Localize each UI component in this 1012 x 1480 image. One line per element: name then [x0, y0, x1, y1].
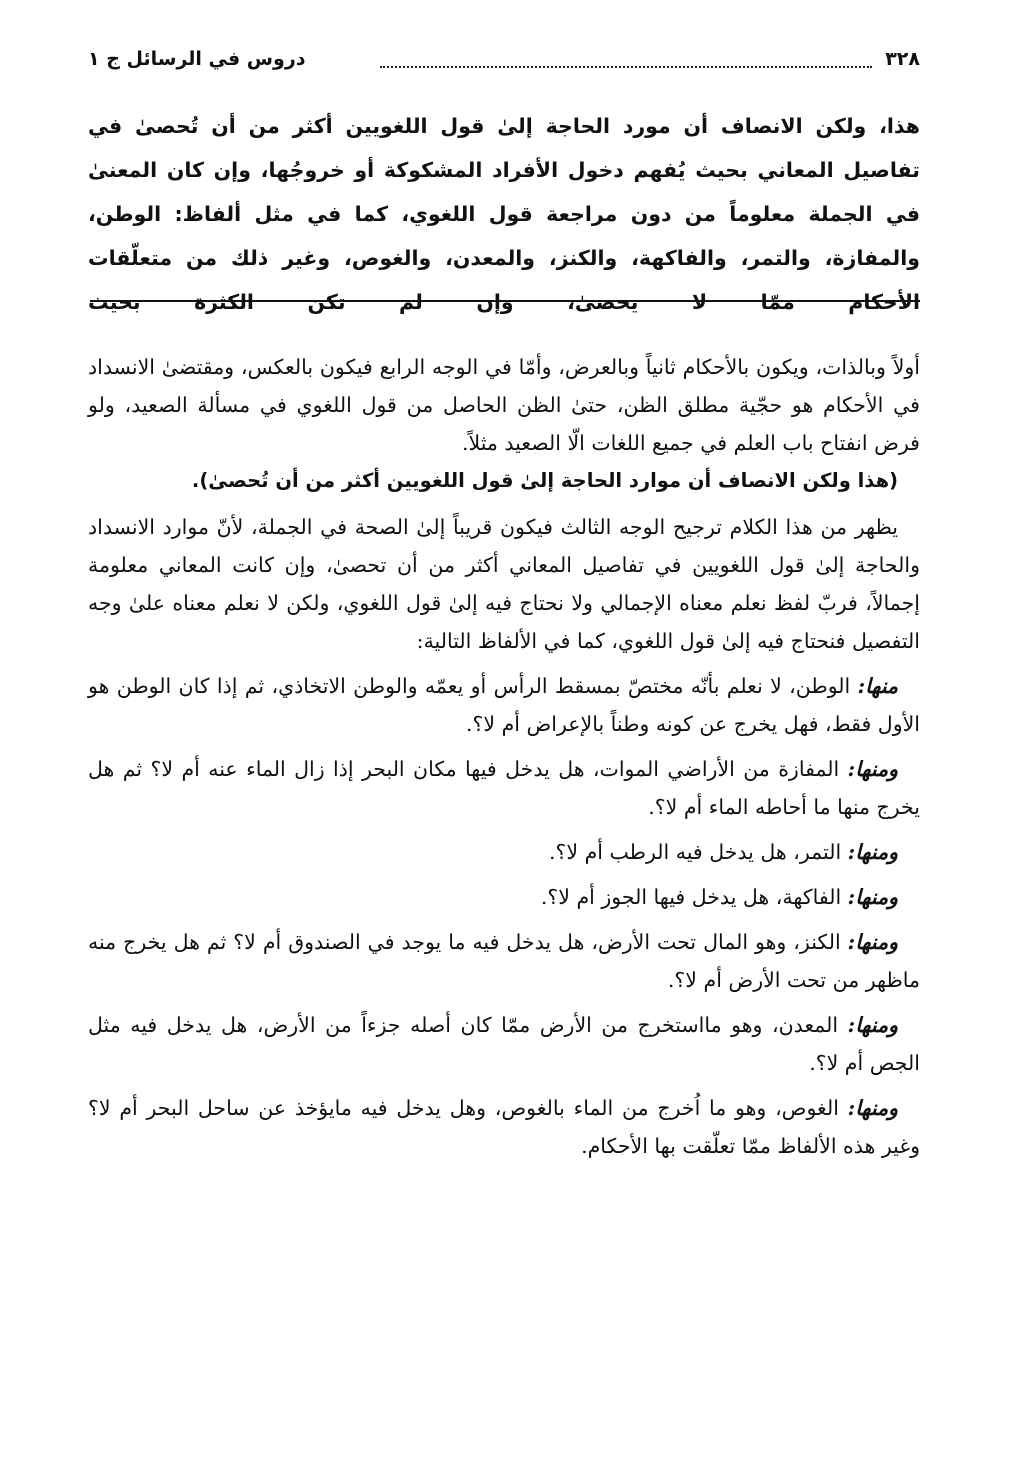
running-header	[88, 42, 920, 76]
main-text-block	[88, 104, 920, 324]
example-text: المفازة من الأراضي الموات، هل يدخل فيها مكان البحر إذا زال الماء عنه أم لا؟ ثم هل يخرج منها ما أحاطه الماء أم لا؟.	[88, 757, 920, 819]
example-text: الوطن، لا نعلم بأنّه مختصّ بمسقط الرأس أو يعمّه والوطن الاتخاذي، ثم إذا كان الوطن هو الأول فقط، فهل يخرج عن كونه وطناً بالإعراض أم لا؟.	[88, 674, 920, 736]
example-lead: منها:	[857, 674, 898, 698]
example-item	[88, 833, 920, 871]
example-lead: ومنها:	[847, 840, 898, 864]
separator-rule	[90, 300, 920, 302]
commentary-paragraph: يظهر من هذا الكلام ترجيح الوجه الثالث فيكون قريباً إلىٰ الصحة في الجملة، لأنّ موارد الانسداد والحاجة إلىٰ قول اللغويين في تفاصيل المعاني أكثر من أن تحصىٰ، وإن كانت المعاني معلومة إجمالاً، فربّ لفظ نعلم معناه الإجمالي ولا نحتاج فيه إلىٰ قول اللغوي، ولكن لا نعلم معناه علىٰ وجه التفصيل فنحتاج فيه إلىٰ قول اللغوي، كما في الألفاظ التالية:	[88, 515, 920, 653]
example-text: التمر، هل يدخل فيه الرطب أم لا؟.	[548, 840, 848, 864]
main-text: هذا، ولكن الانصاف أن مورد الحاجة إلىٰ قول اللغويين أكثر من أن تُحصىٰ في تفاصيل المعاني بحيث يُفهم دخول الأفراد المشكوكة أو خروجُها، وإن كان المعنىٰ في الجملة معلوماً من دون مراجعة قول اللغوي، كما في مثل ألفاظ: الوطن، والمفازة، والتمر، والفاكهة، والكنز، والمعدن، والغوص، وغير ذلك من متعلّقات الأحكام ممّا لا يحصىٰ، وإن لم تكن الكثرة بحيث	[88, 114, 920, 314]
example-item	[88, 1089, 920, 1165]
quoted-text: (هذا ولكن الانصاف أن موارد الحاجة إلىٰ قول اللغويين أكثر من أن تُحصىٰ).	[191, 469, 898, 492]
example-lead: ومنها:	[847, 1013, 898, 1037]
commentary-paragraph: أولاً وبالذات، ويكون بالأحكام ثانياً وبالعرض، وأمّا في الوجه الرابع فيكون بالعكس، ومقتضىٰ الانسداد في الأحكام هو حجّية مطلق الظن، حتىٰ الظن الحاصل من قول اللغوي في مسألة الصعيد، ولو فرض انفتاح باب العلم في جميع اللغات الّا الصعيد مثلاً.	[88, 355, 920, 455]
example-item	[88, 923, 920, 999]
example-item	[88, 1006, 920, 1082]
example-lead: ومنها:	[847, 1096, 898, 1120]
page-number: ٣٢٨	[885, 48, 920, 70]
example-text: الكنز، وهو المال تحت الأرض، هل يدخل فيه ما يوجد في الصندوق أم لا؟ ثم هل يخرج منه ماظهر من تحت الأرض أم لا؟.	[88, 930, 920, 992]
book-title: دروس في الرسائل ج ١	[88, 48, 306, 70]
example-item	[88, 667, 920, 743]
example-lead: ومنها:	[847, 885, 898, 909]
example-lead: ومنها:	[847, 930, 898, 954]
example-text: الفاكهة، هل يدخل فيها الجوز أم لا؟.	[540, 885, 848, 909]
example-text: المعدن، وهو مااستخرج من الأرض ممّا كان أصله جزءاً من الأرض، هل يدخل فيه مثل الجص أم لا؟.	[88, 1013, 920, 1075]
example-item	[88, 750, 920, 826]
example-text: الغوص، وهو ما اُخرج من الماء بالغوص، وهل يدخل فيه مايؤخذ عن ساحل البحر أم لا؟ وغير هذه الألفاظ ممّا تعلّقت بها الأحكام.	[88, 1096, 920, 1158]
commentary-block	[88, 348, 920, 1165]
example-lead: ومنها:	[847, 757, 898, 781]
header-dot-leader	[380, 42, 872, 68]
example-item	[88, 878, 920, 916]
